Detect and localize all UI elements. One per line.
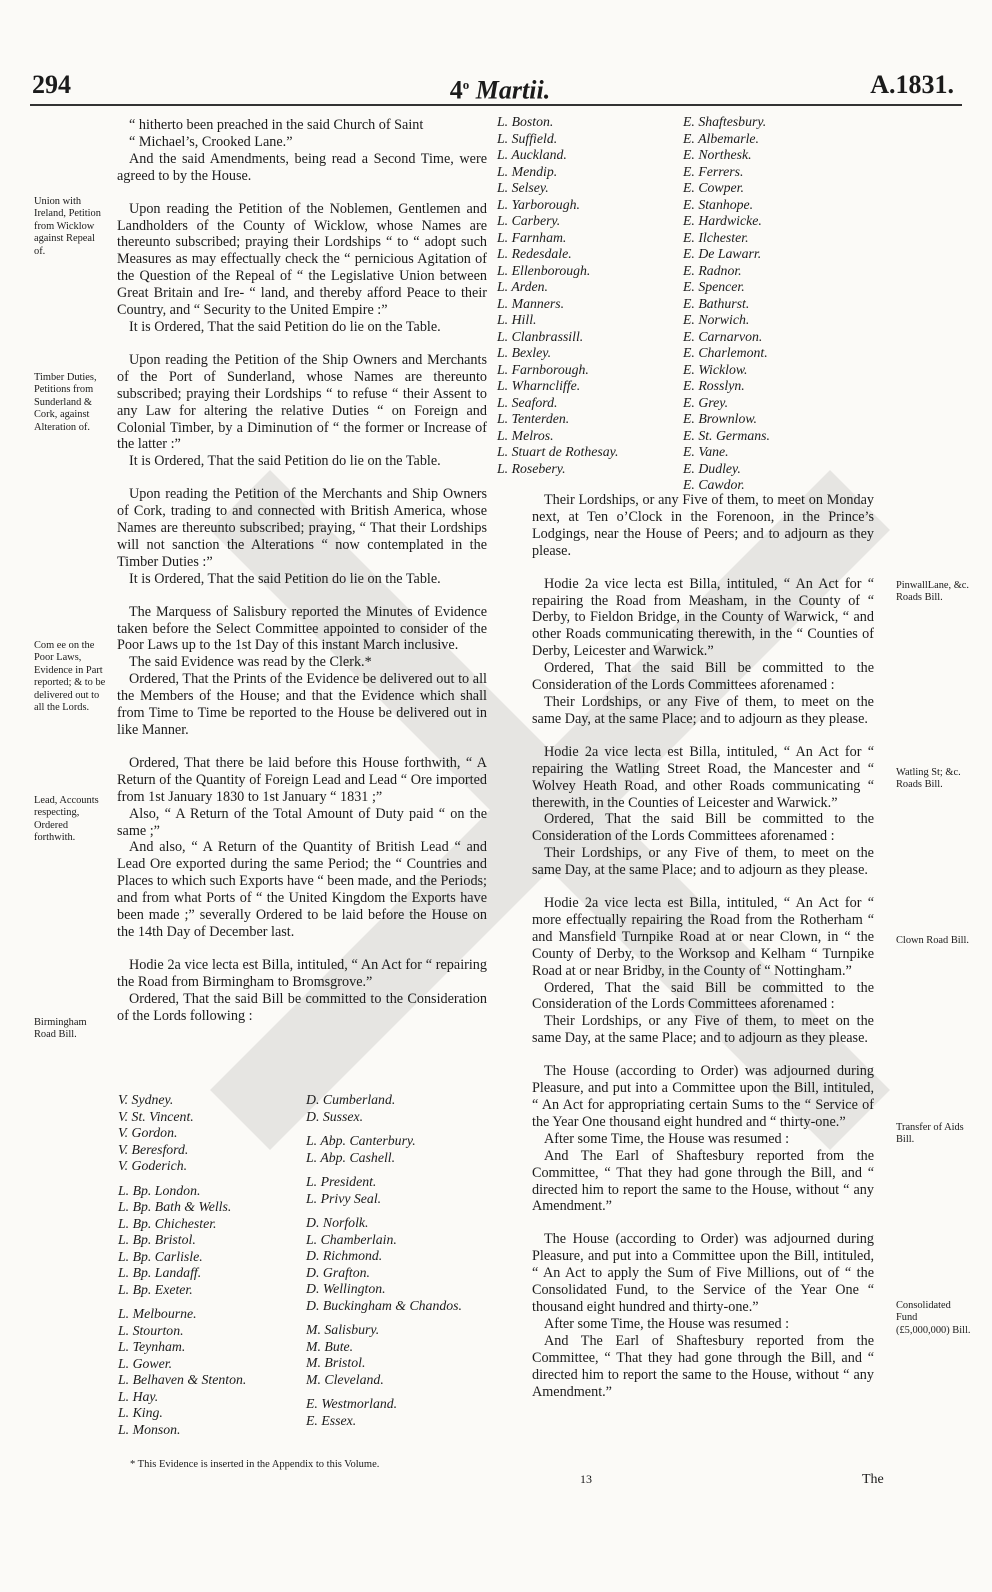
list-spacer [306,1314,462,1322]
paragraph: Hodie 2a vice lecta est Billa, intituled, “ An Act for “ repairing the Road from Birmingham to Bromsgrove.” [117,956,487,990]
margin-note-clown: Clown Road Bill. [896,935,970,946]
order-line: Ordered, That the said Bill be committed to the Consideration of the Lords following : [117,990,487,1024]
lord-name: M. Bute. [306,1338,354,1354]
lord-name: E. Ferrers. [683,163,744,179]
page-year: A.1831. [870,70,954,99]
lord-name: E. Charlemont. [683,345,768,360]
margin-note-pinwall: PinwallLane, &c. Roads Bill. [896,580,970,604]
lord-name: L. Monson. [118,1421,181,1437]
lord-name: M. Cleveland. [306,1371,384,1387]
lord-name: L. Mendip. [497,163,558,179]
lord-name: V. Gordon. [118,1125,178,1140]
lord-name: D. Sussex. [306,1108,364,1124]
order-line: Ordered, That the Prints of the Evidence be delivered out to all the Members of the House; and that the Evidence which shall from Time to Time be reported to the House be delivered out in like Manner. [117,671,487,738]
margin-note-timber: Timber Duties, Petitions from Sunderland & Cork, against Alteration of. [34,372,97,433]
lord-name: L. President. [306,1174,377,1189]
lord-name: E. Carnarvon. [683,328,763,344]
lord-name: L. Bp. Chichester. [118,1215,217,1231]
paragraph: Their Lordships, or any Five of them, to meet on the same Day, at the same Place; and to adjourn as they please. [532,693,874,727]
list-spacer [306,1207,462,1215]
lord-name: L. Ellenborough. [497,262,591,278]
lord-name: L. Gower. [118,1355,173,1371]
order-line: Ordered, That the said Bill be committed to the Consideration of the Lords Committees aforenamed : [532,660,874,694]
lord-name: L. Seaford. [497,394,558,410]
paragraph: Hodie 2a vice lecta est Billa, intituled, “ An Act for “ more effectually repairing the Road from the Rotherham “ and Mansfield Turnpike Road at or near Clown, in “ the County of Derby, to the Worksop and Kelham “ Turnpike Road at or near Bridby, in the County of “ Nottingham.” [532,895,874,979]
lord-name: M. Bristol. [306,1355,366,1370]
paragraph: Their Lordships, or any Five of them, to meet on the same Day, at the same Place; and to adjourn as they please. [532,1013,874,1047]
lord-name: L. Stourton. [118,1322,184,1338]
lord-name: D. Grafton. [306,1264,371,1280]
lord-name: L. Auckland. [497,147,567,162]
paragraph: Also, “ A Return of the Total Amount of Duty paid “ on the same ;” [117,805,487,839]
page-date [430,70,570,106]
paragraph: Hodie 2a vice lecta est Billa, intituled, “ An Act for “ repairing the Road from Measham, in the County of “ Derby, to Fieldon Bridge, in the County of Warwick, “ and other Roads communicating therewith, in the “ Counties of Derby, Leicester and Warwick.” [532,575,874,660]
lord-name: L. Farnborough. [497,361,589,377]
lord-name: E. Bathurst. [683,295,750,311]
paragraph: After some Time, the House was resumed : [544,1315,790,1332]
left-column [117,117,487,1025]
paragraph: And also, “ A Return of the Quantity of British Lead “ and Lead Ore exported during the same Period; the “ Countries and Places to which such Exports have “ been made, and the Periods; and from what Ports of “ the United Kingdom the Exports have been made ;” severally Ordered to be laid before the House on the 14th Day of December last. [117,839,487,940]
lord-name: L. Farnham. [497,229,567,245]
header-rule [30,104,962,106]
lord-name: E. Shaftesbury. [683,114,767,129]
list-spacer [118,1298,246,1306]
paragraph: The House (according to Order) was adjourned during Pleasure, and put into a Committee upon the Bill, intituled, “ An Act for appropriating certain Sums to the “ Service of the Year One thousand eight hundred and “ thirty-one.” [532,1063,874,1130]
lord-name: L. Privy Seal. [306,1190,382,1206]
page-number: 294 [32,70,71,99]
lord-name: L. Teynham. [118,1339,186,1354]
paragraph: Their Lordships, or any Five of them, to meet on the same Day, at the same Place; and to adjourn as they please. [532,845,874,879]
lord-name: L. Selsey. [497,180,549,195]
lord-name: L. King. [118,1405,163,1420]
lord-name: L. Bp. London. [118,1182,201,1198]
lord-name: V. St. Vincent. [118,1108,194,1124]
paragraph: Upon reading the Petition of the Noblemen, Gentlemen and Landholders of the County of Wicklow, whose Names are thereunto subscribed; praying their Lordships “ to “ adopt such Measures as may effectually check the “ pernicious Agitation of the Question of the Repeal of “ the Legislative Union between Great Britain and Ire- “ land, and thereby afford Peace to their Country, and “ Security to the United Empire :” [117,200,487,319]
lord-name: E. Grey. [683,394,729,410]
paragraph: The Marquess of Salisbury reported the Minutes of Evidence taken before the Select Committee appointed to consider of the Poor Laws up to the 1st Day of this instant March inclusive. [117,603,487,654]
lord-name: E. Wicklow. [683,361,748,377]
lord-name: E. Stanhope. [683,196,754,212]
lord-name: E. Radnor. [683,262,742,278]
paragraph: Hodie 2a vice lecta est Billa, intituled, “ An Act for “ repairing the Watling Street Road, the Mancester and “ Wolvey Heath Road, and other Roads communicating “ therewith, in the Counties of Leicester and Warwick.” [532,743,874,811]
date-number: 4 [449,75,463,105]
lord-name: E. Westmorland. [306,1396,398,1411]
lord-name: L. Tenterden. [497,411,570,426]
list-spacer [306,1166,462,1174]
paragraph: The said Evidence was read by the Clerk.* [129,654,372,671]
lord-name: E. Norwich. [683,312,750,327]
paragraph: Upon reading the Petition of the Ship Owners and Merchants of the Port of Sunderland, whose Names are thereunto subscribed; praying their Lordships “ to refuse “ their Assent to any Law for altering the relative Duties “ on Foreign and Colonial Timber, by a Diminution of “ the former or Increase of the latter :” [117,351,487,453]
list-spacer [306,1125,462,1133]
lord-name: L. Clanbrassill. [497,328,584,344]
lord-name: E. Spencer. [683,279,745,294]
lord-name: E. Hardwicke. [683,213,762,228]
margin-note-birmingham: Birmingham Road Bill. [34,1017,87,1041]
lord-name: L. Suffield. [497,130,558,146]
lord-name: E. Ilchester. [683,229,749,245]
right-column [532,492,874,1400]
lord-name: L. Bp. Bath & Wells. [118,1199,232,1214]
lord-name: V. Sydney. [118,1092,174,1107]
lord-name: L. Redesdale. [497,246,572,261]
lord-name: E. St. Germans. [683,427,770,443]
margin-note-poor-laws: Com ee on the Poor Laws, Evidence in Part reported; & to be delivered out to all the Lords. [34,640,106,714]
order-line: It is Ordered, That the said Petition do lie on the Table. [129,318,441,335]
order-line: Ordered, That the said Bill be committed to the Consideration of the Lords Committees aforenamed : [532,979,874,1013]
lord-name: L. Abp. Cashell. [306,1149,396,1165]
lord-name: E. Albemarle. [683,130,759,146]
paragraph: Upon reading the Petition of the Merchants and Ship Owners of Cork, trading to and connected with British America, whose Names are thereunto subscribed; praying, “ That their Lordships will not sanction the Alterations “ now contemplated in the Timber Duties :” [117,486,487,570]
lord-name: D. Buckingham & Chandos. [306,1297,462,1313]
lord-name: L. Boston. [497,114,554,129]
lord-name: V. Beresford. [118,1141,189,1157]
lord-name: L. Arden. [497,279,548,294]
lord-name: L. Melbourne. [118,1306,197,1321]
lord-name: L. Stuart de Rothesay. [497,444,619,459]
lords-list-a [118,1092,246,1438]
paragraph: And The Earl of Shaftesbury reported from the Committee, “ That they had gone through the Bill, and “ directed him to report the same to the House, without “ any Amendment.” [532,1332,874,1400]
list-spacer [118,1175,246,1183]
lord-name: E. De Lawarr. [683,246,762,261]
paragraph: “ hitherto been preached in the said Church of Saint [129,117,424,133]
order-line: It is Ordered, That the said Petition do lie on the Table. [129,570,441,587]
lord-name: L. Melros. [497,427,554,443]
lord-name: E. Vane. [683,444,729,459]
lord-name: E. Cowper. [683,180,744,195]
catchword: The [862,1472,884,1487]
paragraph: “ Michael’s, Crooked Lane.” [129,133,293,150]
lord-name: E. Dudley. [683,460,741,476]
paragraph: Their Lordships, or any Five of them, to meet on Monday next, at Ten o’Clock in the Forenoon, in the Prince’s Lodgings, near the House of Peers; and to adjourn as they please. [532,492,874,559]
margin-note-watling: Watling St; &c. Roads Bill. [896,767,961,791]
margin-note-union: Union with Ireland, Petition from Wicklow against Repeal of. [34,196,101,257]
lord-name: E. Brownlow. [683,411,757,426]
order-line: It is Ordered, That the said Petition do lie on the Table. [129,453,441,470]
list-spacer [306,1388,462,1396]
lord-name: D. Norfolk. [306,1215,369,1230]
footnote: * This Evidence is inserted in the Appendix to this Volume. [130,1459,380,1470]
signature-mark: 13 [580,1472,592,1486]
lord-name: L. Yarborough. [497,196,580,212]
paragraph: The House (according to Order) was adjourned during Pleasure, and put into a Committee upon the Bill, intituled, “ An Act to apply the Sum of Five Millions, out of “ the Consolidated Fund, to the Service of the Year One “ thousand eight hundred and thirty-one.” [532,1231,874,1315]
lord-name: L. Chamberlain. [306,1231,397,1247]
margin-note-transfer: Transfer of Aids Bill. [896,1122,964,1146]
paragraph: After some Time, the House was resumed : [544,1130,790,1147]
lords-list-b [306,1092,462,1429]
lord-name: L. Bp. Bristol. [118,1232,196,1247]
lord-name: L. Wharncliffe. [497,378,581,393]
lord-name: V. Goderich. [118,1158,188,1173]
lord-name: L. Manners. [497,295,565,311]
lord-name: E. Essex. [306,1412,357,1428]
lord-name: D. Richmond. [306,1248,383,1263]
lord-name: M. Salisbury. [306,1322,380,1337]
lord-name: L. Abp. Canterbury. [306,1133,416,1148]
lord-name: L. Hay. [118,1388,159,1404]
margin-note-consolidated: Consolidated Fund (£5,000,000) Bill. [896,1300,971,1336]
date-word: Martii. [475,75,551,105]
lord-name: D. Cumberland. [306,1092,396,1107]
lord-name: L. Bp. Exeter. [118,1281,193,1297]
lords-list-d [683,114,770,494]
date-superscript: o [462,77,470,92]
lord-name: L. Hill. [497,312,537,327]
lord-name: L. Belhaven & Stenton. [118,1372,247,1387]
paragraph: Ordered, That there be laid before this House forthwith, “ A Return of the Quantity of Foreign Lead and Lead “ Ore imported from 1st January 1830 to 1st January “ 1831 ;” [117,754,487,805]
paragraph: And the said Amendments, being read a Second Time, were agreed to by the House. [117,150,487,184]
lord-name: L. Bp. Carlisle. [118,1248,203,1264]
lord-name: L. Bp. Landaff. [118,1265,202,1280]
lord-name: L. Carbery. [497,213,561,228]
lord-name: L. Bexley. [497,345,552,360]
order-line: Ordered, That the said Bill be committed to the Consideration of the Lords Committees aforenamed : [532,811,874,845]
lord-name: E. Northesk. [683,147,752,162]
lord-name: E. Cawdor. [683,477,745,492]
lord-name: L. Rosebery. [497,460,566,476]
lord-name: E. Rosslyn. [683,378,745,393]
lords-list-c [497,114,618,477]
paragraph: And The Earl of Shaftesbury reported from the Committee, “ That they had gone through the Bill, and “ directed him to report the same to the House, without “ any Amendment.” [532,1147,874,1215]
margin-note-lead: Lead, Accounts respecting, Ordered forthwith. [34,795,99,844]
lord-name: D. Wellington. [306,1281,386,1296]
